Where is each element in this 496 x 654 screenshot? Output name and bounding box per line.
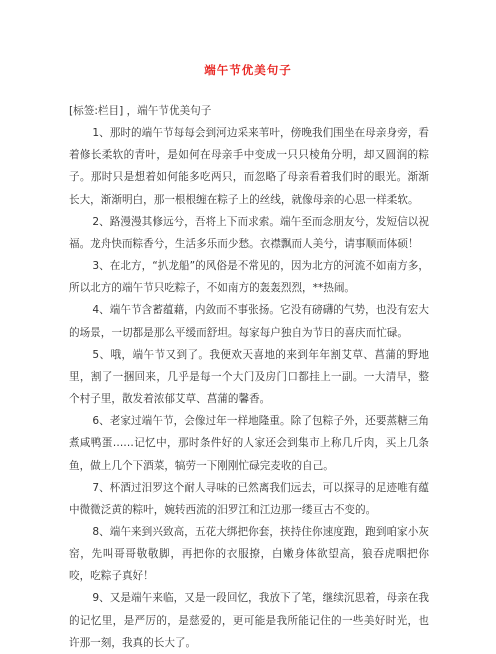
paragraph-8: 8、端午来到兴致高，五花大绑把你套，挟持住你速度跑，跑到咱家小灰窑，先叫哥哥敬敬脚，再把你的衣服撩，白嫩身体欲望高，狼吞虎咽把你咬，吃粽子真好！ [69, 525, 429, 583]
paragraph-6: 6、老家过端午节，会像过年一样地隆重。除了包粽子外，还要蒸糖三角煮咸鸭蛋……记忆中，那时条件好的人家还会到集市上称几斤肉，买上几条鱼，做上几个下酒菜，犒劳一下刚刚忙碌完麦收的自己。 [69, 415, 429, 472]
document-title: 端午节优美句子 [204, 63, 292, 77]
paragraph-7: 7、杯酒过汨罗这个耐人寻味的已然离我们远去，可以探寻的足迹唯有蕴中微微泛黄的粽叶，婉转西流的汨罗江和江边那一缕亘古不变的。 [69, 481, 429, 516]
paragraph-1: 1、那时的端午节每每会到河边采来苇叶，傍晚我们围坐在母亲身旁，看着修长柔软的青叶，是如何在母亲手中变成一只只棱角分明，却又圆润的粽子。那时只是想着如何能多吃两只，而忽略了母亲看着我们时的眼光。渐渐长大，渐渐明白，那一根根缠在粽子上的丝线，就像母亲的心思一样柔软。 [69, 127, 429, 206]
document-body [69, 100, 429, 654]
paragraph-9: 9、又是端午来临，又是一段回忆，我放下了笔，继续沉思着，母亲在我的记忆里，是严厉的，是慈爱的，更可能是我所能记住的一些美好时光，也许那一刻，我真的长大了。 [69, 592, 429, 649]
paragraph-2: 2、路漫漫其修远兮，吾将上下而求索。端午至而念朋友兮，发短信以祝福。龙舟快而粽香兮，生活多乐而少愁。衣襟飘而人美兮，请事顺而体硕！ [69, 215, 429, 250]
tag-line: [标签:栏目] ，端午节优美句子 [69, 105, 212, 117]
paragraph-4: 4、端午节含蓄蕴藉，内敛而不事张扬。它没有磅礴的气势，也没有宏大的场景，一切都是那么平缓而舒坦。每家每户独自为节日的喜庆而忙碌。 [69, 304, 429, 339]
paragraph-5: 5、哦，端午节又到了。我便欢天喜地的来到年年割艾草、菖蒲的野地里，割了一捆回来，几乎是每一个大门及房门口都挂上一副。一大清早，整个村子里，散发着浓郁艾草、菖蒲的馨香。 [69, 348, 429, 406]
paragraph-3: 3、在北方，“扒龙船”的风俗是不常见的，因为北方的河流不如南方多，所以北方的端午节只吃粽子，不如南方的轰轰烈烈，**热闹。 [69, 260, 429, 295]
